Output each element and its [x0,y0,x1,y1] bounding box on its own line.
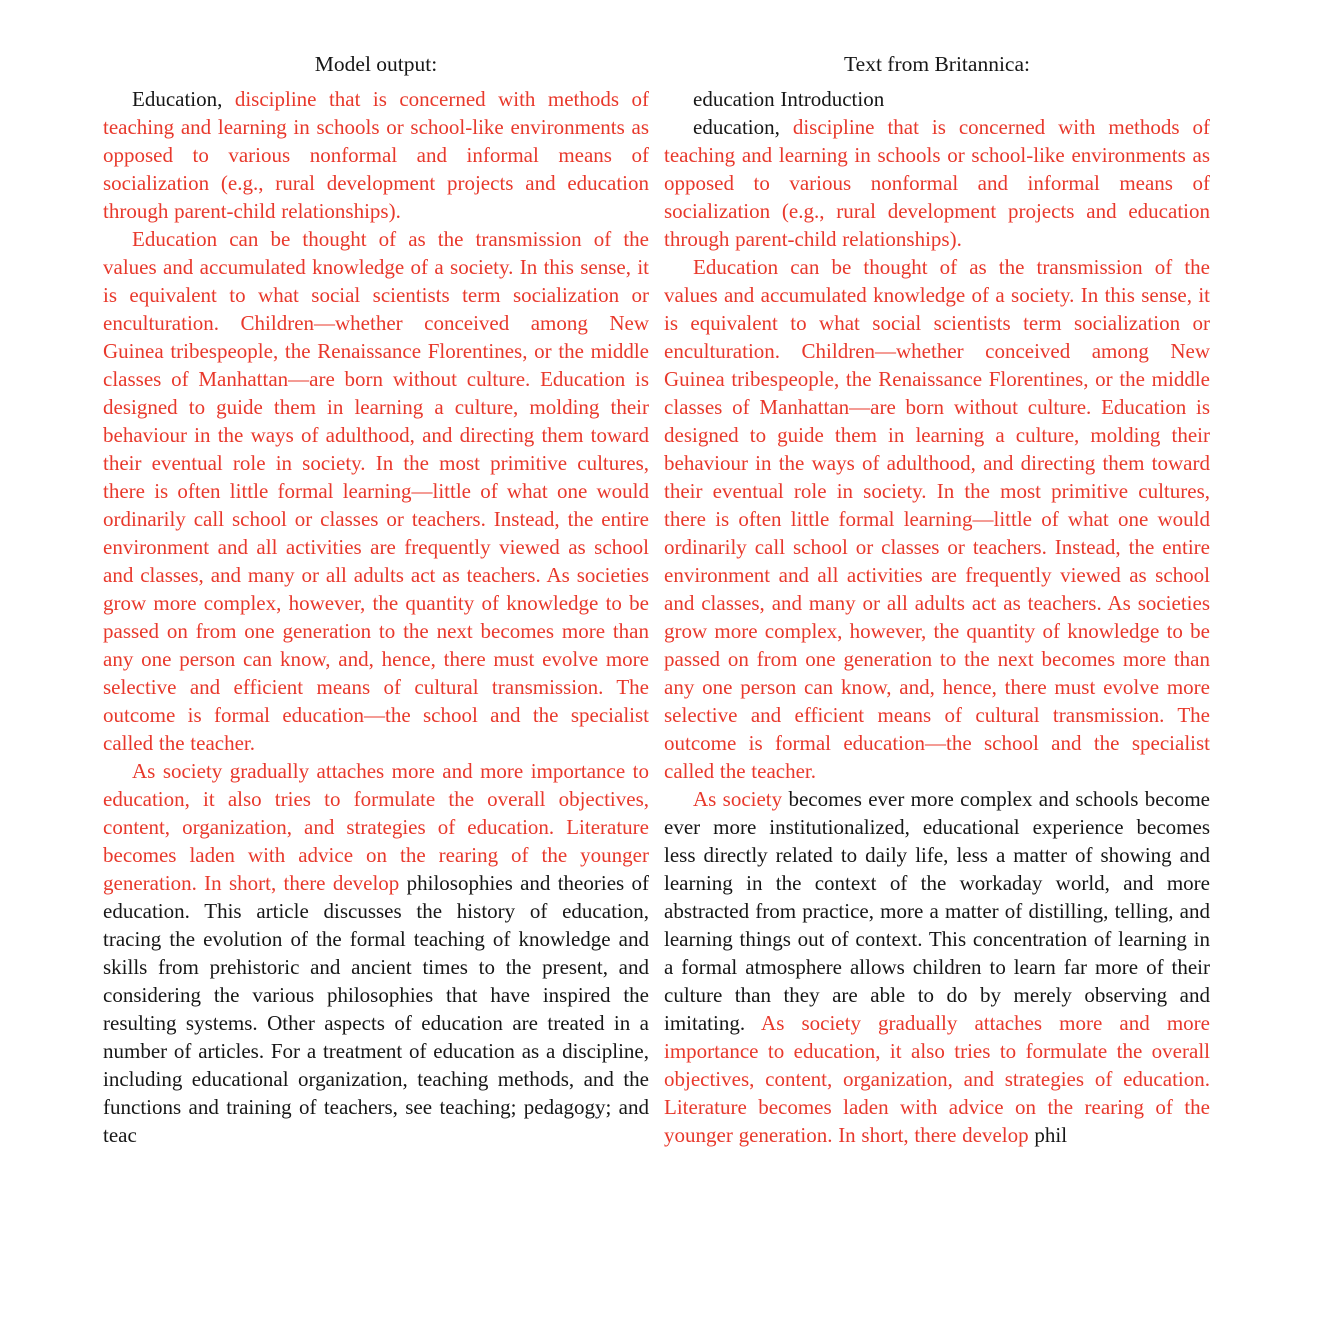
paragraph [664,253,1210,785]
matched-text-span: discipline that is concerned with methods of teaching and learning in schools or school-like environments as opposed to various nonformal and informal means of socialization (e.g., rural development projects and education through parent-child relationships). [664,115,1210,251]
matched-text-span: As society gradually attaches more and more importance to education, it also tries to formulate the overall objectives, content, organization, and strategies of education. Literature becomes laden with advice on the rearing of the younger generation. In short, there develop [664,1011,1211,1147]
paragraph [103,757,649,1149]
matched-text-span: Education can be thought of as the transmission of the values and accumulated knowledge of a society. In this sense, it is equivalent to what social scientists term socialization or enculturation. Children—whether conceived among New Guinea tribespeople, the Renaissance Florentines, or the middle classes of Manhattan—are born without culture. Education is designed to guide them in learning a culture, molding their behaviour in the ways of adulthood, and directing them toward their eventual role in society. In the most primitive cultures, there is often little formal learning—little of what one would ordinarily call school or classes or teachers. Instead, the entire environment and all activities are frequently viewed as school and classes, and many or all adults act as teachers. As societies grow more complex, however, the quantity of knowledge to be passed on from one generation to the next becomes more than any one person can know, and, hence, there must evolve more selective and efficient means of cultural transmission. The outcome is formal education—the school and the specialist called the teacher. [103,227,649,755]
paragraph [664,85,1210,113]
column-britannica [664,50,1210,1149]
matched-text-span: As society [693,787,789,811]
text-span: philosophies and theories of education. This article discusses the history of education, tracing the evolution of the formal teaching of knowledge and skills from prehistoric and ancient times to the present, and considering the various philosophies that have inspired the resulting systems. Other aspects of education are treated in a number of articles. For a treatment of education as a discipline, including educational organization, teaching methods, and the functions and training of teachers, see teaching; pedagogy; and teac [103,871,649,1147]
text-span: education, [693,115,793,139]
text-span: becomes ever more complex and schools become ever more institutionalized, educational experience becomes less directly related to daily life, less a matter of showing and learning in the context of the workaday world, and more abstracted from practice, more a matter of distilling, telling, and learning things out of context. This concentration of learning in a formal atmosphere allows children to learn far more of their culture than they are able to do by merely observing and imitating. [664,787,1210,1035]
paragraph [103,225,649,757]
britannica-paragraphs [664,85,1210,1149]
matched-text-span: discipline that is concerned with methods of teaching and learning in schools or school-like environments as opposed to various nonformal and informal means of socialization (e.g., rural development projects and education through parent-child relationships). [103,87,649,223]
column-title-model-output: Model output: [314,52,438,76]
paragraph [664,113,1210,253]
model-output-paragraphs [103,85,649,1149]
text-span: Education, [132,87,235,111]
matched-text-span: Education can be thought of as the transmission of the values and accumulated knowledge of a society. In this sense, it is equivalent to what social scientists term socialization or enculturation. Children—whether conceived among New Guinea tribespeople, the Renaissance Florentines, or the middle classes of Manhattan—are born without culture. Education is designed to guide them in learning a culture, molding their behaviour in the ways of adulthood, and directing them toward their eventual role in society. In the most primitive cultures, there is often little formal learning—little of what one would ordinarily call school or classes or teachers. Instead, the entire environment and all activities are frequently viewed as school and classes, and many or all adults act as teachers. As societies grow more complex, however, the quantity of knowledge to be passed on from one generation to the next becomes more than any one person can know, and, hence, there must evolve more selective and efficient means of cultural transmission. The outcome is formal education—the school and the specialist called the teacher. [664,255,1210,783]
text-span: phil [1034,1123,1068,1147]
column-model-output [103,50,649,1149]
matched-text-span: As society gradually attaches more and more importance to education, it also tries to formulate the overall objectives, content, organization, and strategies of education. Literature becomes laden with advice on the rearing of the younger generation. In short, there develop [103,759,649,895]
column-title-britannica: Text from Britannica: [844,52,1030,76]
paragraph [103,85,649,225]
text-span: education Introduction [693,87,885,111]
paragraph [664,785,1210,1149]
